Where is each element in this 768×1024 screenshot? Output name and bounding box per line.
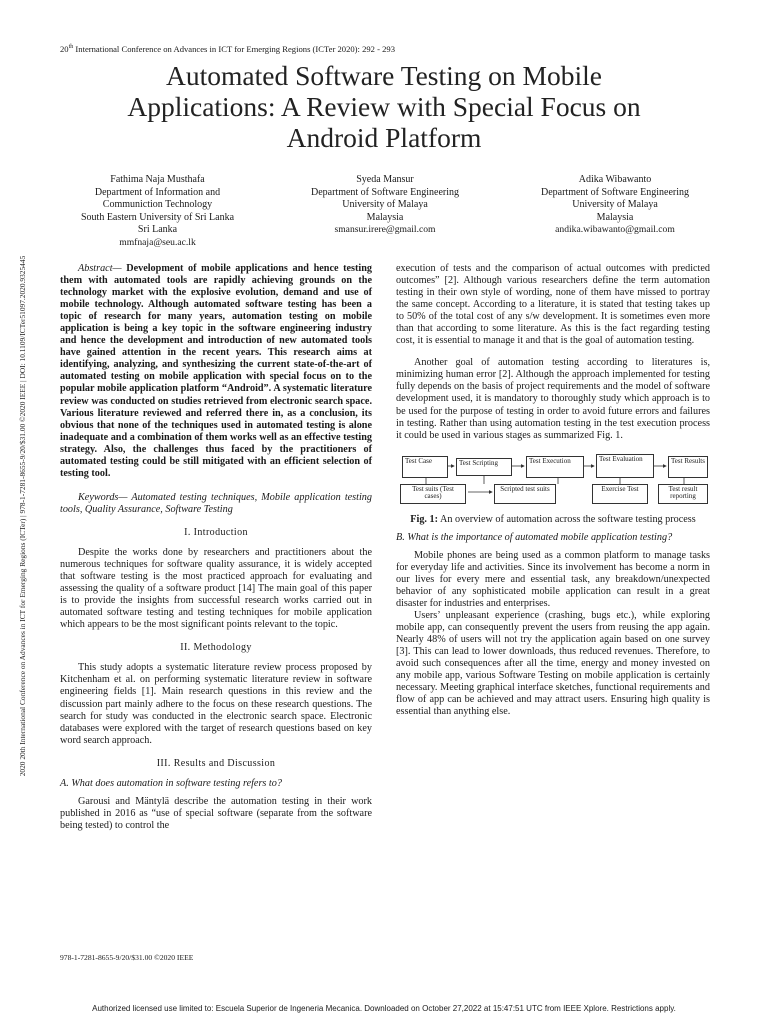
figure-box-test-evaluation: Test Evaluation: [596, 454, 654, 478]
conference-ordinal: th: [68, 44, 74, 51]
author-dept: Department of Software Engineering: [310, 186, 459, 198]
author-country: Malaysia: [366, 211, 404, 223]
title-line: Android Platform: [286, 122, 482, 153]
author-dept: Communiction Technology: [102, 199, 213, 211]
author-email: andika.wibawanto@gmail.com: [555, 224, 675, 236]
figure-label: Fig. 1:: [410, 513, 438, 525]
section-heading-results: III. Results and Discussion: [156, 757, 276, 769]
section-heading-methodology: II. Methodology: [180, 642, 252, 654]
subsection-b-paragraph-2: Users’ unpleasant experience (crashing, bugs etc.), while exploring mobile app, can consequently prevent the users from reusing the app again. Nearly 48% of users will not try the application again based on one survey [3]. This can lead to lower downloads, thus reduced revenues. Therefore, to avoid such consequences after all the time, energy and money invested on any mobile app, various Software Testing on mobile application is certainly necessary. Meeting graphical interface sketches, functional requirements and flow of app can be achieved and may attract users. Ensuring high quality is essential than anything else.: [396, 609, 710, 718]
methodology-text: This study adopts a systematic literature review process proposed by Kitchenham et al. on performing systematic literature review in software engineering fields [1]. Main research questions in this review and the discussion part mainly adhere to the focus on these research questions. The search for study was conducted in the electronic search space. Electronic databases were explored with the target of research questions based on key word search approach.: [60, 662, 372, 746]
right-column: [396, 263, 710, 718]
author-3: [500, 174, 730, 237]
subsection-heading-b: B. What is the importance of automated mobile application testing?: [396, 531, 673, 543]
figure-box-test-case: Test Case: [402, 456, 448, 478]
figure-1-caption: [396, 514, 710, 526]
conference-number: 20: [60, 44, 69, 54]
author-university: University of Malaya: [342, 199, 428, 211]
figure-box-test-results: Test Results: [668, 456, 708, 478]
conference-name: International Conference on Advances in ICT for Emerging Regions (ICTer 2020): 292 - 293: [73, 44, 396, 54]
abstract: [60, 263, 372, 480]
author-university: University of Malaya: [572, 199, 658, 211]
section-heading-introduction: I. Introduction: [184, 526, 248, 538]
author-dept: Department of Software Engineering: [540, 186, 689, 198]
author-email: mmfnaja@seu.ac.lk: [119, 236, 196, 248]
figure-box-scripted-test-suits: Scripted test suits: [494, 484, 556, 504]
license-notice: Authorized licensed use limited to: Escuela Superior de Ingeneria Mecanica. Downloaded on October 27,2022 at 15:47:51 UTC from IEEE Xplore. Restrictions apply.: [92, 1004, 676, 1013]
author-country: Sri Lanka: [137, 224, 178, 236]
paper-title: [40, 60, 728, 153]
author-name: Syeda Mansur: [356, 174, 414, 185]
conference-header: [60, 44, 395, 54]
left-column: [60, 263, 372, 832]
subsection-a-text: Garousi and Mäntylä describe the automation testing in their work published in 2016 as “use of special software (separate from the software being tested) to control the: [60, 795, 372, 831]
figure-box-test-suits: Test suits (Test cases): [400, 484, 466, 504]
figure-caption-text: An overview of automation across the software testing process: [438, 513, 696, 525]
author-name: Fathima Naja Musthafa: [110, 174, 205, 185]
figure-box-test-scripting: Test Scripting: [456, 458, 512, 476]
author-1: [40, 174, 275, 250]
subsection-b-paragraph-1: Mobile phones are being used as a common platform to manage tasks for everyday life and activities. Since its involvement has become a norm in our lives for every mere and essential task, any breakdown/unexpected behavior of any sophisticated mobile application can result in a great disaster for industries and enterprises.: [396, 549, 710, 609]
abstract-text: Development of mobile applications and hence testing them with automated tools are rapidly achieving grounds on the technology market with the explosive evolution, demand and use of mobile technology. Although automated software testing has been a topic of research for many years, automation testing on mobile application is being a key topic in the software engineering industry and hence the development and introduction of new automated tools have gained attention in the recent years. This research aims at identifying, analyzing, and synthesizing the current state-of-the-art of automated testing on mobile application with special focus on to the popular mobile application platform “Android”. A systematic literature review was conducted on studies retrieved from electronic search space. Various literature reviewed and referred there in, as a conclusion, its obvious that none of the techniques used in automated testing is alone inadequate and a combination of them works well as an effective testing strategy. Also, the challenges thus faced by the practitioners of automated testing could be still mitigated with an efficient selection of testing tool.: [60, 263, 372, 479]
author-email: smansur.irere@gmail.com: [334, 224, 436, 236]
figure-box-test-execution: Test Execution: [526, 456, 584, 478]
side-doi-note: [18, 166, 32, 866]
author-name: Adika Wibawanto: [578, 174, 652, 185]
title-line: Applications: A Review with Special Focus on: [127, 91, 641, 122]
figure-1-diagram: [396, 452, 710, 510]
side-doi-text: 2020 20th International Conference on Advances in ICT for Emerging Regions (ICTer) | 978-1-7281-8655-9/20/$31.00 ©2020 IEEE | DOI: 10.1109/ICTer51097.2020.9325445: [18, 255, 27, 777]
author-2: [270, 174, 500, 237]
author-dept: Department of Information and: [94, 186, 221, 198]
introduction-text: Despite the works done by researchers and practitioners about the numerous techniques for software quality assurance, it is widely accepted that software testing is the most practiced approach for evaluating and assessing the quality of a software product [14] The main goal of this paper is to provide the insights from successful research works carried out in automated software testing and testing techniques for mobile application which appears to be the most significant points relevant to the topic.: [60, 546, 372, 631]
title-line: Automated Software Testing on Mobile: [166, 60, 602, 91]
keywords: Keywords— Automated testing techniques, Mobile application testing tools, Quality Assurance, Software Testing: [60, 491, 372, 515]
figure-box-test-result-reporting: Test result reporting: [658, 484, 708, 504]
author-country: Malaysia: [596, 211, 634, 223]
right-paragraph-1: execution of tests and the comparison of actual outcomes with predicted outcomes” [2]. Although various researchers define the term automation testing in their own style of wording, none of them have missed to portray the same concept. According to a literature, it is stated that testing takes up to 50% of the total cost of any s/w development. It is sometimes even more than that according to some literature. As this is the fact regarding testing cost, it is essential to manage it and that is the goal of automation testing.: [396, 263, 710, 347]
right-paragraph-2: Another goal of automation testing according to literatures is, minimizing human error [2]. Although the approach implemented for testing fully depends on the basis of project requirements and the model of software development used, it is mandatory to thoroughly study which approach is to be used for the purpose of testing in order to avoid future errors and failures in testing. Rather than using automation testing in the test execution process it could be used in various stages as summarized Fig. 1.: [396, 357, 710, 441]
author-university: South Eastern University of Sri Lanka: [80, 211, 235, 223]
figure-box-exercise-test: Exercise Test: [592, 484, 648, 504]
page-footer: 978-1-7281-8655-9/20/$31.00 ©2020 IEEE: [60, 953, 194, 962]
abstract-label: Abstract—: [78, 263, 122, 274]
subsection-heading-a: A. What does automation in software testing refers to?: [60, 777, 282, 789]
